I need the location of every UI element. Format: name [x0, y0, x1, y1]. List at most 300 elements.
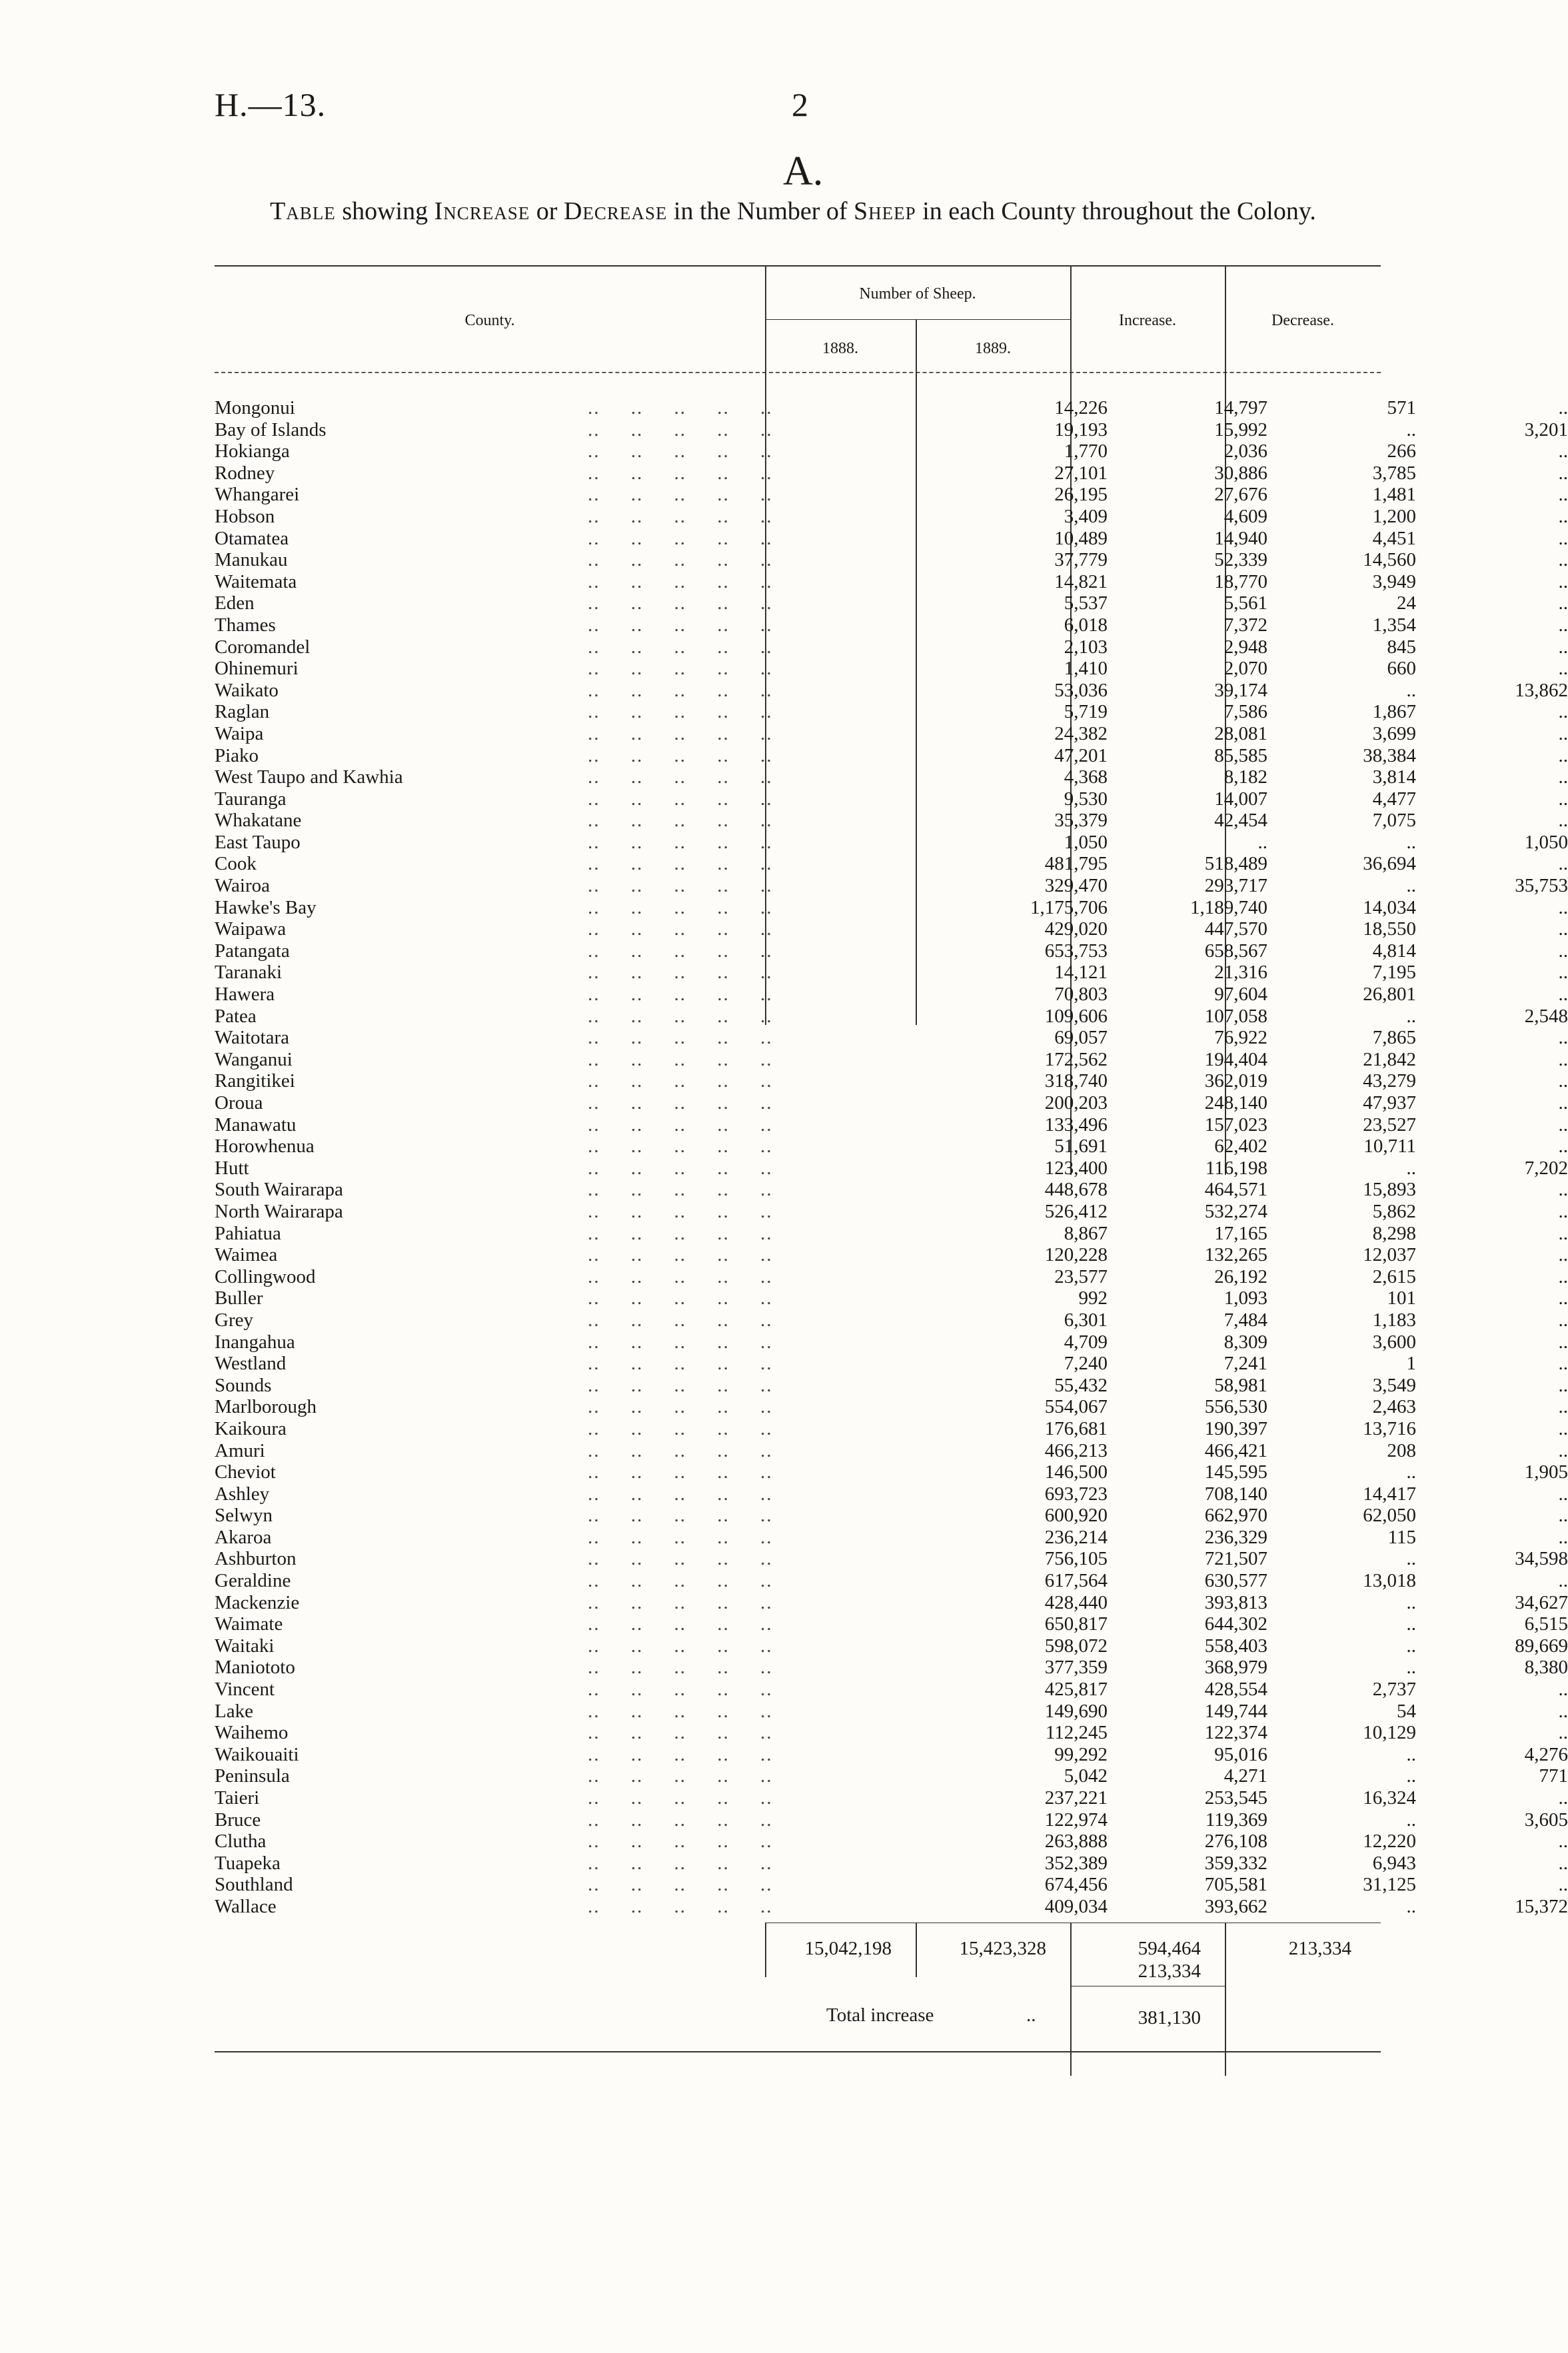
sheep-1889: 253,545 — [1204, 1787, 1267, 1809]
table-row — [215, 722, 1568, 745]
decrease-value: 8,380 — [1524, 1657, 1568, 1679]
increase-value: 12,220 — [1363, 1831, 1416, 1853]
sheep-1888: 7,240 — [1064, 1353, 1108, 1375]
sheep-1888: 14,121 — [1054, 962, 1108, 984]
table-row — [215, 505, 1568, 528]
sheep-1888: 6,018 — [1064, 614, 1108, 636]
leader-dots: .. .. .. .. .. — [588, 505, 773, 527]
county-name: Waitemata — [215, 570, 297, 592]
header-1888: 1888. — [822, 340, 858, 357]
leader-dots: .. .. .. .. .. — [588, 1200, 773, 1222]
table-row — [215, 1309, 1568, 1331]
decrease-value: .. — [1558, 701, 1568, 723]
total-1889: 15,423,328 — [959, 1938, 1046, 1959]
table-row — [215, 636, 1568, 658]
table-row — [215, 1505, 1568, 1527]
increase-value: 845 — [1387, 636, 1416, 658]
decrease-value: .. — [1558, 940, 1568, 962]
county-name: Manukau — [215, 549, 288, 571]
sheep-1888: 14,821 — [1054, 570, 1108, 592]
title-or: or — [530, 197, 564, 225]
sheep-1889: 7,372 — [1223, 614, 1267, 636]
increase-value: 62,050 — [1363, 1505, 1416, 1527]
leader-dots: .. .. .. .. .. — [588, 1244, 773, 1266]
county-name: Ashley — [215, 1483, 270, 1505]
sheep-1888: 8,867 — [1064, 1222, 1108, 1244]
table-row — [215, 744, 1568, 767]
leader-dots: .. .. .. .. .. — [588, 1417, 773, 1439]
county-name: Waikouaiti — [215, 1743, 299, 1765]
leader-dots: .. .. .. .. .. — [588, 1657, 773, 1679]
table-row — [215, 896, 1568, 919]
increase-value: .. — [1406, 418, 1416, 440]
increase-value: 3,785 — [1372, 462, 1416, 484]
decrease-value: .. — [1558, 1439, 1568, 1461]
increase-value: 266 — [1387, 440, 1416, 462]
table-title — [200, 197, 1386, 225]
increase-value: 12,037 — [1363, 1244, 1416, 1266]
table-bottom-rule — [215, 2051, 1381, 2052]
sheep-1889: 464,571 — [1204, 1179, 1267, 1201]
increase-value: 47,937 — [1363, 1092, 1416, 1114]
leader-dots: .. .. .. .. .. — [588, 614, 773, 636]
county-name: Clutha — [215, 1831, 267, 1853]
table-row — [215, 1157, 1568, 1179]
table-row — [215, 962, 1568, 984]
title-suffix: in each County throughout the Colony. — [916, 197, 1316, 225]
county-name: Inangahua — [215, 1331, 295, 1353]
sheep-1889: 15,992 — [1214, 418, 1267, 440]
decrease-value: .. — [1558, 505, 1568, 527]
leader-dots: .. .. .. .. .. — [588, 1265, 773, 1287]
sheep-1888: 237,221 — [1044, 1787, 1108, 1809]
county-name: North Wairarapa — [215, 1200, 343, 1222]
decrease-value: .. — [1558, 1265, 1568, 1287]
decrease-value: .. — [1558, 853, 1568, 875]
sheep-1889: 190,397 — [1204, 1417, 1267, 1439]
leader-dots: .. .. .. .. .. — [588, 788, 773, 810]
decrease-value: 15,372 — [1515, 1895, 1568, 1917]
increase-value: 3,814 — [1372, 766, 1416, 788]
decrease-value: .. — [1558, 658, 1568, 680]
sheep-1888: 35,379 — [1054, 810, 1108, 832]
sheep-1889: 145,595 — [1204, 1461, 1267, 1483]
sheep-1888: 200,203 — [1044, 1092, 1108, 1114]
leader-dots: .. .. .. .. .. — [588, 1157, 773, 1179]
increase-value: 4,814 — [1372, 940, 1416, 962]
sheep-1888: 176,681 — [1044, 1417, 1108, 1439]
sheep-1889: 721,507 — [1204, 1548, 1267, 1570]
table-row — [215, 1461, 1568, 1483]
total-increase-value: 381,130 — [1138, 2007, 1201, 2028]
header-decrease: Decrease. — [1271, 312, 1334, 329]
leader-dots: .. .. .. .. .. — [588, 1700, 773, 1722]
sheep-1889: 8,182 — [1223, 766, 1267, 788]
county-name: Southland — [215, 1874, 293, 1896]
sheep-1888: 409,034 — [1044, 1895, 1108, 1917]
decrease-value: .. — [1558, 1679, 1568, 1701]
county-name: Wairoa — [215, 875, 271, 897]
sheep-1888: 149,690 — [1044, 1700, 1108, 1722]
sheep-1889: 248,140 — [1204, 1092, 1267, 1114]
decrease-value: .. — [1558, 1526, 1568, 1548]
leader-dots: .. .. .. .. .. — [588, 1591, 773, 1613]
sheep-1888: 24,382 — [1054, 722, 1108, 744]
increase-value: 5,862 — [1372, 1200, 1416, 1222]
sheep-1888: 51,691 — [1054, 1136, 1108, 1158]
sheep-1889: 149,744 — [1204, 1700, 1267, 1722]
decrease-value: .. — [1558, 636, 1568, 658]
county-name: Waitaki — [215, 1635, 275, 1657]
county-name: Taieri — [215, 1787, 260, 1809]
table-row — [215, 1591, 1568, 1614]
sheep-1889: 52,339 — [1214, 549, 1267, 571]
leader-dots: .. .. .. .. .. — [588, 1331, 773, 1353]
county-name: Maniototo — [215, 1657, 295, 1679]
increase-value: 2,737 — [1372, 1679, 1416, 1701]
county-name: Sounds — [215, 1374, 272, 1396]
county-name: Hokianga — [215, 440, 290, 462]
sheep-1888: 47,201 — [1054, 744, 1108, 766]
sheep-1889: 132,265 — [1204, 1244, 1267, 1266]
table-row — [215, 570, 1568, 593]
leader-dots: .. .. .. .. .. — [588, 766, 773, 788]
county-name: Whakatane — [215, 810, 302, 832]
decrease-value: 4,276 — [1524, 1743, 1568, 1765]
county-name: Ashburton — [215, 1548, 297, 1570]
sheep-1888: 55,432 — [1054, 1374, 1108, 1396]
leader-dots: .. .. .. .. .. — [588, 744, 773, 766]
table-row — [215, 1396, 1568, 1418]
decrease-value: .. — [1558, 788, 1568, 810]
decrease-value: .. — [1558, 1331, 1568, 1353]
total-increase-sum: 594,464 — [1138, 1938, 1201, 1959]
increase-value: 13,716 — [1363, 1417, 1416, 1439]
increase-value: 18,550 — [1363, 918, 1416, 940]
sheep-1888: 992 — [1078, 1287, 1108, 1309]
table-row — [215, 1353, 1568, 1375]
county-name: Manawatu — [215, 1114, 297, 1136]
title-showing: showing — [335, 197, 434, 225]
leader-dots: .. .. .. .. .. — [588, 1787, 773, 1809]
county-name: Selwyn — [215, 1505, 273, 1527]
sheep-1889: .. — [1257, 831, 1267, 853]
title-increase: Increase — [434, 197, 530, 225]
table-row — [215, 1679, 1568, 1701]
decrease-value: .. — [1558, 1505, 1568, 1527]
total-increase-label: Total increase — [826, 2004, 934, 2026]
increase-value: 115 — [1387, 1526, 1416, 1548]
table-row — [215, 1136, 1568, 1158]
document-reference: H.—13. — [215, 86, 327, 123]
leader-dots: .. .. .. .. .. — [588, 1613, 773, 1635]
leader-dots: .. .. .. .. .. — [588, 875, 773, 897]
header-number-of-sheep: Number of Sheep. — [859, 285, 976, 303]
county-name: Waitotara — [215, 1027, 289, 1049]
sheep-1888: 70,803 — [1054, 984, 1108, 1006]
increase-value: .. — [1406, 1895, 1416, 1917]
county-name: Bay of Islands — [215, 418, 327, 440]
sheep-1888: 5,537 — [1064, 592, 1108, 614]
decrease-value: .. — [1558, 527, 1568, 549]
increase-value: 14,034 — [1363, 896, 1416, 918]
increase-value: 4,477 — [1372, 788, 1416, 810]
table-row — [215, 1417, 1568, 1440]
increase-value: 3,949 — [1372, 570, 1416, 592]
table-row — [215, 418, 1568, 441]
increase-value: .. — [1406, 1613, 1416, 1635]
sheep-1889: 2,070 — [1223, 658, 1267, 680]
increase-value: 6,943 — [1372, 1852, 1416, 1874]
leader-dots: .. .. .. .. .. — [588, 440, 773, 462]
sheep-1889: 2,036 — [1223, 440, 1267, 462]
leader-dots: .. .. .. .. .. — [588, 1353, 773, 1375]
decrease-value: .. — [1558, 1179, 1568, 1201]
county-name: Westland — [215, 1353, 287, 1375]
header-1889: 1889. — [975, 340, 1011, 357]
leader-dots: .. .. .. .. .. — [588, 1526, 773, 1548]
table-row — [215, 440, 1568, 462]
county-name: East Taupo — [215, 831, 301, 853]
sheep-1889: 122,374 — [1204, 1722, 1267, 1744]
sheep-1889: 630,577 — [1204, 1570, 1267, 1592]
decrease-value: .. — [1558, 1852, 1568, 1874]
title-mid: in the Number of — [667, 197, 854, 225]
header-group-rule — [765, 319, 1070, 320]
table-row — [215, 658, 1568, 680]
increase-value: 3,699 — [1372, 722, 1416, 744]
table-row — [215, 940, 1568, 962]
sheep-1888: 5,719 — [1064, 701, 1108, 723]
sheep-1889: 30,886 — [1214, 462, 1267, 484]
table-row — [215, 1027, 1568, 1049]
sheep-1889: 21,316 — [1214, 962, 1267, 984]
increase-value: 15,893 — [1363, 1179, 1416, 1201]
sheep-1888: 650,817 — [1044, 1613, 1108, 1635]
sheep-1889: 95,016 — [1214, 1743, 1267, 1765]
sheep-1889: 157,023 — [1204, 1114, 1267, 1136]
sheep-1889: 14,940 — [1214, 527, 1267, 549]
county-name: Patangata — [215, 940, 290, 962]
decrease-value: .. — [1558, 549, 1568, 571]
decrease-value: 6,515 — [1524, 1613, 1568, 1635]
sheep-1888: 109,606 — [1044, 1005, 1108, 1027]
leader-dots: .. .. .. .. .. — [588, 1396, 773, 1418]
total-decrease-sum: 213,334 — [1288, 1938, 1351, 1959]
leader-dots: .. .. .. .. .. — [588, 984, 773, 1006]
sheep-1888: 693,723 — [1044, 1483, 1108, 1505]
decrease-value: .. — [1558, 896, 1568, 918]
sheep-1889: 7,241 — [1223, 1353, 1267, 1375]
table-row — [215, 1787, 1568, 1809]
leader-dots: .. .. .. .. .. — [588, 1765, 773, 1787]
sheep-1888: 5,042 — [1064, 1765, 1108, 1787]
sheep-1889: 2,948 — [1223, 636, 1267, 658]
sheep-1888: 598,072 — [1044, 1635, 1108, 1657]
increase-value: 101 — [1387, 1287, 1416, 1309]
decrease-value: .. — [1558, 484, 1568, 506]
sheep-1889: 85,585 — [1214, 744, 1267, 766]
increase-value: .. — [1406, 1765, 1416, 1787]
leader-dots: .. .. .. .. .. — [588, 1309, 773, 1331]
sheep-1889: 4,609 — [1223, 505, 1267, 527]
increase-value: 14,560 — [1363, 549, 1416, 571]
sheep-1888: 26,195 — [1054, 484, 1108, 506]
decrease-value: .. — [1558, 1200, 1568, 1222]
increase-value: 24 — [1397, 592, 1416, 614]
decrease-value: .. — [1558, 1114, 1568, 1136]
increase-value: 21,842 — [1363, 1048, 1416, 1070]
decrease-value: .. — [1558, 1048, 1568, 1070]
decrease-value: .. — [1558, 1287, 1568, 1309]
table-row — [215, 614, 1568, 636]
sheep-1889: 708,140 — [1204, 1483, 1267, 1505]
increase-value: 1,354 — [1372, 614, 1416, 636]
sheep-1888: 2,103 — [1064, 636, 1108, 658]
increase-value: .. — [1406, 1809, 1416, 1831]
leader-dots: .. .. .. .. .. — [588, 1005, 773, 1027]
sheep-1889: 4,271 — [1223, 1765, 1267, 1787]
sheep-1889: 1,093 — [1223, 1287, 1267, 1309]
decrease-value: .. — [1558, 1070, 1568, 1092]
county-name: Marlborough — [215, 1396, 317, 1418]
sheep-1888: 3,409 — [1064, 505, 1108, 527]
leader-dots: .. .. .. .. .. — [588, 1092, 773, 1114]
county-name: Waipawa — [215, 918, 287, 940]
increase-value: 2,615 — [1372, 1265, 1416, 1287]
county-name: Otamatea — [215, 527, 289, 549]
sheep-1888: 4,368 — [1064, 766, 1108, 788]
increase-value: .. — [1406, 1657, 1416, 1679]
county-name: Wanganui — [215, 1048, 293, 1070]
sheep-1888: 1,410 — [1064, 658, 1108, 680]
increase-value: 31,125 — [1363, 1874, 1416, 1896]
leader-dots: .. .. .. .. .. — [588, 810, 773, 832]
leader-dots: .. .. .. .. .. — [588, 1287, 773, 1309]
leader-dots: .. .. .. .. .. — [588, 592, 773, 614]
sheep-1889: 14,797 — [1214, 397, 1267, 418]
table-row — [215, 1114, 1568, 1136]
decrease-value: .. — [1558, 810, 1568, 832]
county-name: Tuapeka — [215, 1852, 281, 1874]
county-name: Waimea — [215, 1244, 278, 1266]
sheep-1889: 116,198 — [1205, 1157, 1267, 1179]
sheep-1889: 658,567 — [1204, 940, 1267, 962]
county-name: Wallace — [215, 1895, 277, 1917]
sheep-1889: 14,007 — [1214, 788, 1267, 810]
sheep-1888: 122,974 — [1044, 1809, 1108, 1831]
sheep-1889: 18,770 — [1214, 570, 1267, 592]
table-row — [215, 549, 1568, 571]
leader-dots: .. .. .. .. .. — [588, 831, 773, 853]
sheep-1888: 23,577 — [1054, 1265, 1108, 1287]
county-name: Horowhenua — [215, 1136, 315, 1158]
sheep-1888: 466,213 — [1044, 1439, 1108, 1461]
leader-dots: .. .. .. .. .. — [588, 940, 773, 962]
sheep-1889: 27,676 — [1214, 484, 1267, 506]
sheep-1889: 17,165 — [1214, 1222, 1267, 1244]
sheep-1888: 600,920 — [1044, 1505, 1108, 1527]
sheep-1888: 263,888 — [1044, 1831, 1108, 1853]
sheep-1889: 558,403 — [1204, 1635, 1267, 1657]
decrease-value: .. — [1558, 1396, 1568, 1418]
county-name: Hobson — [215, 505, 275, 527]
county-name: Hawera — [215, 984, 275, 1006]
decrease-value: 34,598 — [1515, 1548, 1568, 1570]
increase-value: 54 — [1397, 1700, 1416, 1722]
county-name: South Wairarapa — [215, 1179, 343, 1201]
table-row — [215, 1570, 1568, 1592]
sheep-1889: 662,970 — [1204, 1505, 1267, 1527]
leader-dots: .. .. .. .. .. — [588, 570, 773, 592]
leader-dots: .. .. .. .. .. — [588, 549, 773, 571]
decrease-value: .. — [1558, 570, 1568, 592]
leader-dots: .. .. .. .. .. — [588, 853, 773, 875]
sheep-1888: 236,214 — [1044, 1526, 1108, 1548]
county-name: Lake — [215, 1700, 253, 1722]
sheep-1889: 368,979 — [1204, 1657, 1267, 1679]
increase-value: 36,694 — [1363, 853, 1416, 875]
decrease-value: 2,548 — [1524, 1005, 1568, 1027]
table-row — [215, 527, 1568, 550]
decrease-value: .. — [1558, 1092, 1568, 1114]
leader-dots: .. .. .. .. .. — [588, 1505, 773, 1527]
leader-dots: .. .. .. .. .. — [588, 701, 773, 723]
sheep-1888: 756,105 — [1044, 1548, 1108, 1570]
sheep-1888: 37,779 — [1054, 549, 1108, 571]
increase-value: .. — [1406, 1635, 1416, 1657]
table-row — [215, 1526, 1568, 1549]
county-name: Waihemo — [215, 1722, 289, 1744]
county-name: Vincent — [215, 1679, 275, 1701]
table-row — [215, 1809, 1568, 1831]
table-row — [215, 397, 1568, 419]
table-row — [215, 1439, 1568, 1462]
county-name: Piako — [215, 744, 259, 766]
increase-value: 3,600 — [1372, 1331, 1416, 1353]
sheep-1889: 39,174 — [1214, 679, 1267, 701]
decrease-value: .. — [1558, 1027, 1568, 1049]
decrease-value: .. — [1558, 744, 1568, 766]
leader-dots: .. .. .. .. .. — [588, 1852, 773, 1874]
county-name: Patea — [215, 1005, 257, 1027]
sheep-1888: 429,020 — [1044, 918, 1108, 940]
increase-value: 23,527 — [1363, 1114, 1416, 1136]
table-body — [215, 397, 1568, 1918]
table-row — [215, 1005, 1568, 1028]
decrease-value: 7,202 — [1524, 1157, 1568, 1179]
county-name: Coromandel — [215, 636, 311, 658]
increase-value: 1,183 — [1372, 1309, 1416, 1331]
increase-value: 7,865 — [1372, 1027, 1416, 1049]
leader-dots: .. .. .. .. .. — [588, 1048, 773, 1070]
leader-dots: .. .. .. .. .. — [588, 527, 773, 549]
table-row — [215, 1070, 1568, 1092]
decrease-value: .. — [1558, 766, 1568, 788]
leader-dots: .. .. .. .. .. — [588, 1895, 773, 1917]
sheep-1889: 5,561 — [1223, 592, 1267, 614]
sheep-1889: 58,981 — [1214, 1374, 1267, 1396]
table-top-rule — [215, 265, 1381, 267]
sheep-1889: 466,421 — [1204, 1439, 1267, 1461]
sheep-1888: 123,400 — [1044, 1157, 1108, 1179]
increase-value: .. — [1406, 1743, 1416, 1765]
decrease-value: .. — [1558, 1722, 1568, 1744]
decrease-value: .. — [1558, 722, 1568, 744]
sheep-1889: 8,309 — [1223, 1331, 1267, 1353]
leader-dots: .. .. .. .. .. — [588, 1722, 773, 1744]
table-row — [215, 831, 1568, 854]
